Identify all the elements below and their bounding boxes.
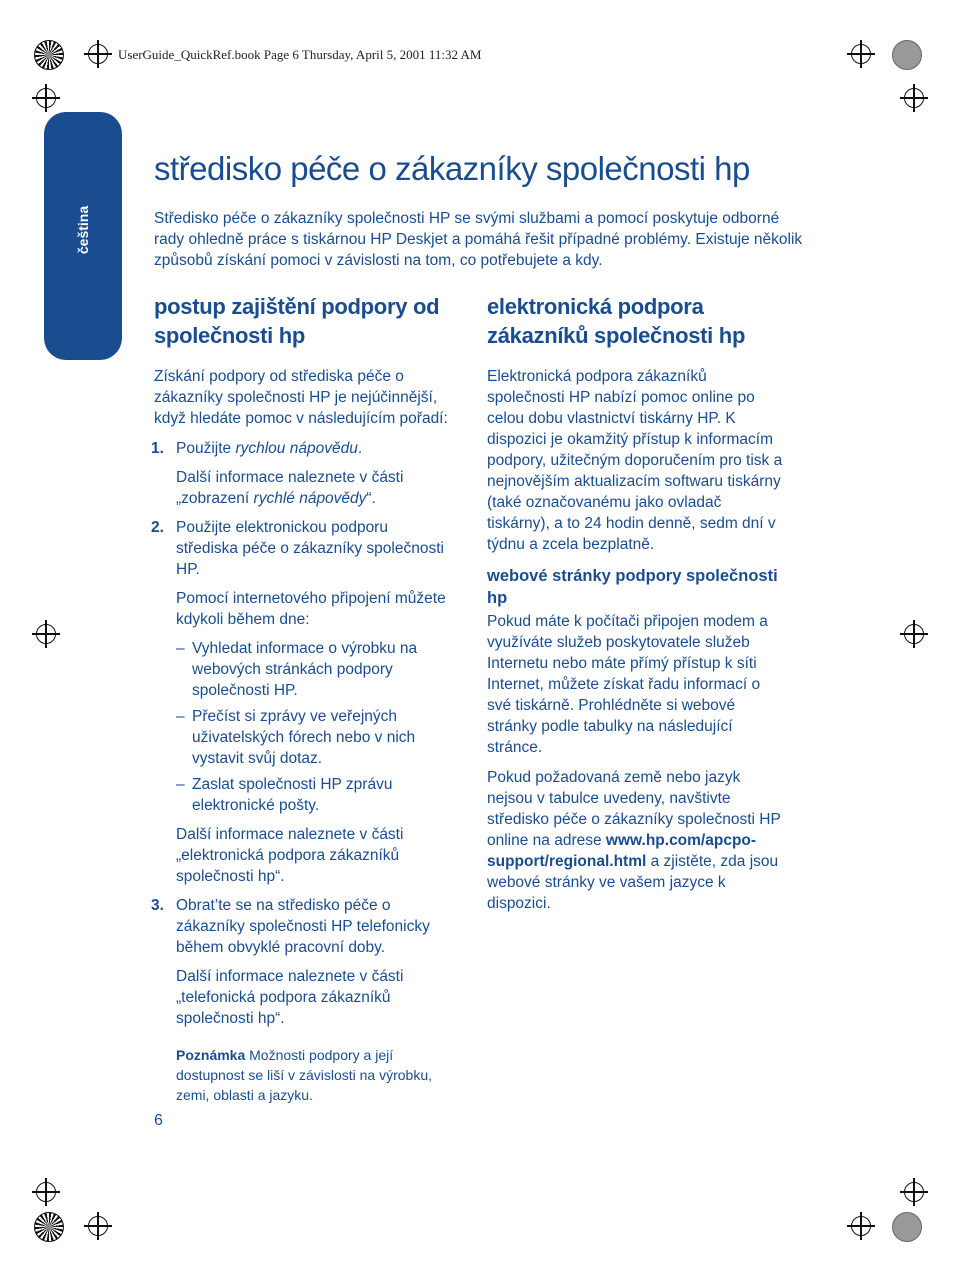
list-item: – Zaslat společnosti HP zprávu elektronické pošty. [176,776,393,814]
step-number: 3. [151,897,164,914]
right-column [487,292,787,923]
step-sub-intro: Pomocí internetového připojení můžete kdykoli během dne: [176,590,446,628]
step-text: Použijte rychlou nápovědu. [176,440,363,457]
step-2 [151,517,454,887]
support-url-link[interactable]: www.hp.com/apcpo-support/regional.html [487,832,757,870]
registration-mark-icon [84,40,112,68]
language-tab-label: čeština [75,205,91,255]
registration-mark-icon [900,1178,928,1206]
dash-icon: – [176,776,185,793]
language-tab [44,112,122,360]
left-intro: Získání podpory od střediska péče o zákazníky společnosti HP je nejúčinnější, když hledáte pomoc v následujícím pořadí: [154,368,448,427]
note-text: Možnosti podpory a její dostupnost se liší v závislosti na výrobku, zemi, oblasti a jazyku. [176,1047,433,1103]
right-subheading: webové stránky podpory společnosti hp [487,567,778,607]
step-more-info: Další informace naleznete v části „elektronická podpora zákazníků společnosti hp“. [176,826,404,885]
note [154,1045,454,1105]
right-paragraph-2: Pokud máte k počítači připojen modem a využíváte služeb poskytovatele služeb Internetu nebo máte přímý přístup k síti Internet, můžete získat řadu informací o své tiskárně. Prohlédněte si webové stránky podle tabulky na následující stránce. [487,613,768,756]
registration-star-icon [34,1212,64,1242]
dash-icon: – [176,708,185,725]
step-number: 2. [151,519,164,536]
note-label: Poznámka [176,1047,246,1063]
right-paragraph-1: Elektronická podpora zákazníků společnosti HP nabízí pomoc online po celou dobu vlastnictví tiskárny HP. K dispozici je okamžitý přístup k informacím podpory, užitečným doporučením pro tisk a nejnovějším aktualizacím softwaru tiskárny (také označovanému jako ovladač tiskárny), a to 24 hodin denně, sedm dní v týdnu a zcela bezplatně. [487,368,783,553]
registration-star-icon [34,40,64,70]
page-title: středisko péče o zákazníky společnosti hp [154,150,750,187]
file-info-header: UserGuide_QuickRef.book Page 6 Thursday, April 5, 2001 11:32 AM [118,47,482,62]
step-more-info: Další informace naleznete v části „telefonická podpora zákazníků společnosti hp“. [176,968,404,1027]
registration-mark-icon [32,84,60,112]
page-number: 6 [154,1112,163,1129]
list-item: – Vyhledat informace o výrobku na webových stránkách podpory společnosti HP. [176,640,418,699]
step-text: Obrat’te se na středisko péče o zákazníky společnosti HP telefonicky během obvyklé pracovní doby. [176,897,430,956]
dash-list [176,638,454,816]
step-text: Použijte elektronickou podporu střediska péče o zákazníky společnosti HP. [176,519,444,578]
registration-mark-icon [32,620,60,648]
right-paragraph-3: Pokud požadovaná země nebo jazyk nejsou v tabulce uvedeny, navštivte středisko péče o zákazníky společnosti HP online na adrese www.hp.com/apcpo-support/regional.html a zjistěte, zda jsou webové stránky ve vašem jazyce k dispozici. [487,769,781,912]
registration-mark-icon [847,1212,875,1240]
step-1 [151,438,454,509]
registration-star-icon [892,40,922,70]
registration-star-icon [892,1212,922,1242]
support-steps [151,438,454,1029]
registration-mark-icon [900,620,928,648]
dash-icon: – [176,640,185,657]
step-number: 1. [151,440,164,457]
right-heading: elektronická podpora zákazníků společnosti hp [487,294,746,348]
step-more-info: Další informace naleznete v části „zobrazení rychlé nápovědy“. [176,469,404,507]
registration-mark-icon [847,40,875,68]
left-heading: postup zajištění podpory od společnosti hp [154,294,440,348]
intro-paragraph: Středisko péče o zákazníky společnosti HP se svými službami a pomocí poskytuje odborné rady ohledně práce s tiskárnou HP Deskjet a pomáhá řešit případné problémy. Existuje několik způsobů získání pomoci v závislosti na tom, co potřebujete a kdy. [154,210,803,269]
left-column [151,292,454,1105]
registration-mark-icon [84,1212,112,1240]
registration-mark-icon [900,84,928,112]
registration-mark-icon [32,1178,60,1206]
list-item: – Přečíst si zprávy ve veřejných uživatelských fórech nebo v nich vystavit svůj dotaz. [176,708,416,767]
step-3 [151,895,454,1029]
